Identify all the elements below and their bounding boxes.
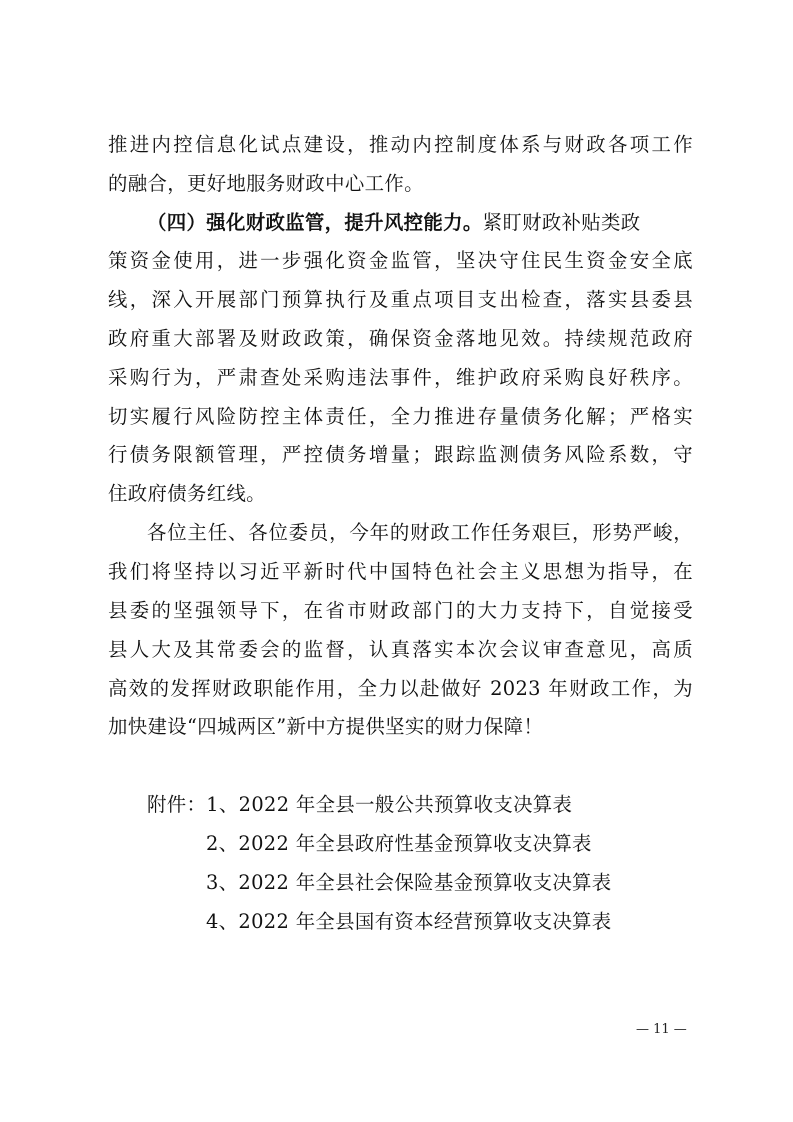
body-line: 推进内控信息化试点建设，推动内控制度体系与财政各项工作 [108, 133, 693, 156]
body-line: 高效的发挥财政职能作用，全力以赴做好 2023 年财政工作，为 [108, 677, 693, 700]
body-line: 各位主任、各位委员，今年的财政工作任务艰巨，形势严峻， [147, 521, 693, 544]
body-line: 线，深入开展部门预算执行及重点项目支出检查，落实县委县 [108, 288, 693, 311]
body-line: 县人大及其常委会的监督，认真落实本次会议审查意见，高质 [108, 638, 693, 661]
body-line: 我们将坚持以习近平新时代中国特色社会主义思想为指导，在 [108, 560, 693, 583]
body-text: 紧盯财政补贴类政 [482, 211, 641, 234]
section-heading: （四）强化财政监管，提升风控能力。 [147, 211, 483, 234]
annex-item: 1、2022 年全县一般公共预算收支决算表 [206, 793, 573, 816]
body-line: 住政府债务红线。 [108, 482, 266, 505]
annex-list [147, 792, 572, 818]
body-line: 县委的坚强领导下，在省市财政部门的大力支持下，自觉接受 [108, 599, 693, 622]
body-line [147, 210, 641, 236]
annex-item: 2、2022 年全县政府性基金预算收支决算表 [206, 832, 592, 855]
body-line: 行债务限额管理，严控债务增量；跟踪监测债务风险系数，守 [108, 443, 693, 466]
body-line: 的融合，更好地服务财政中心工作。 [108, 172, 424, 195]
body-line: 政府重大部署及财政政策，确保资金落地见效。持续规范政府 [108, 327, 693, 350]
annex-label: 附件： [147, 793, 207, 816]
body-line: 采购行为，严肃查处采购违法事件，维护政府采购良好秩序。 [108, 366, 693, 389]
annex-item: 4、2022 年全县国有资本经营预算收支决算表 [206, 910, 612, 933]
page-number: — 11 — [636, 1022, 687, 1037]
annex-item: 3、2022 年全县社会保险基金预算收支决算表 [206, 871, 612, 894]
body-line: 策资金使用，进一步强化资金监管，坚决守住民生资金安全底 [108, 249, 693, 272]
body-line: 加快建设“四城两区”新中方提供坚实的财力保障！ [108, 715, 544, 738]
body-line: 切实履行风险防控主体责任，全力推进存量债务化解；严格实 [108, 405, 693, 428]
